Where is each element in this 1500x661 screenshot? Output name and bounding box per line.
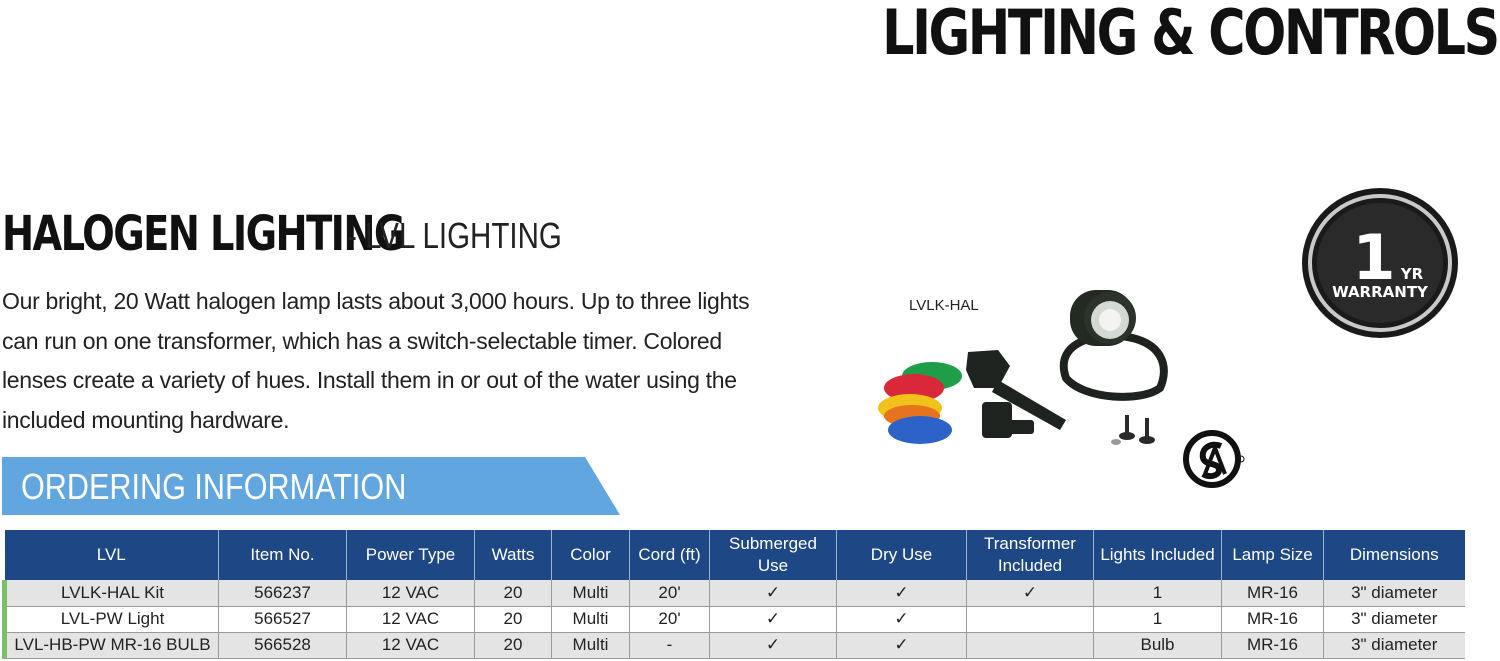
warranty-unit: YR xyxy=(1400,265,1424,283)
column-header: Transformer Included xyxy=(967,530,1094,580)
table-cell: - xyxy=(630,632,710,658)
check-icon: ✓ xyxy=(710,580,837,606)
table-header-row xyxy=(5,530,1465,580)
table-cell: Bulb xyxy=(1094,632,1222,658)
table-cell: 20' xyxy=(630,580,710,606)
table-cell: 20 xyxy=(475,606,552,632)
table-cell: 1 xyxy=(1094,580,1222,606)
table-cell: LVL-HB-PW MR-16 BULB xyxy=(5,632,219,658)
column-header: Color xyxy=(552,530,630,580)
table-cell: 20 xyxy=(475,632,552,658)
table-cell: 566237 xyxy=(219,580,347,606)
product-image xyxy=(870,270,1200,470)
table-cell: 1 xyxy=(1094,606,1222,632)
ordering-information-banner xyxy=(2,457,622,517)
table-cell: 20' xyxy=(630,606,710,632)
ordering-table xyxy=(2,530,1465,659)
table-cell: MR-16 xyxy=(1222,580,1324,606)
table-cell: 12 VAC xyxy=(347,580,475,606)
mounting-bracket xyxy=(966,350,1066,438)
table-cell: 566528 xyxy=(219,632,347,658)
warranty-number: 1 xyxy=(1352,221,1396,294)
column-header: Submerged Use xyxy=(710,530,837,580)
certification-mark-icon xyxy=(1183,428,1245,490)
product-image-caption: LVLK-HAL xyxy=(909,297,979,314)
ordering-banner-label: ORDERING INFORMATION xyxy=(21,466,407,507)
column-header: Dry Use xyxy=(837,530,967,580)
lens-blue xyxy=(888,416,952,444)
table-cell: Multi xyxy=(552,606,630,632)
column-header: Item No. xyxy=(219,530,347,580)
table-cell: 566527 xyxy=(219,606,347,632)
mounting-hardware xyxy=(1111,415,1155,445)
product-description: Our bright, 20 Watt halogen lamp lasts about 3,000 hours. Up to three lights can run on one transformer, which has a switch-selectable timer. Colored lenses create a variety of hues. Install them in or out of the water using the included mounting hardware. xyxy=(2,288,750,433)
halogen-light-fixture xyxy=(1064,290,1164,397)
colored-lenses xyxy=(878,362,962,444)
page-banner-title: LIGHTING & CONTROLS xyxy=(882,0,1498,69)
table-cell: LVL-PW Light xyxy=(5,606,219,632)
section-title: HALOGEN LIGHTING xyxy=(2,206,404,262)
check-icon: ✓ xyxy=(710,606,837,632)
table-row xyxy=(5,632,1465,658)
table-cell: 3" diameter xyxy=(1324,632,1465,658)
table-row xyxy=(5,580,1465,606)
table-cell xyxy=(967,632,1094,658)
check-icon: ✓ xyxy=(837,606,967,632)
table-cell: LVLK-HAL Kit xyxy=(5,580,219,606)
section-heading xyxy=(2,204,562,276)
column-header: Lights Included xyxy=(1094,530,1222,580)
warranty-badge xyxy=(1301,187,1459,339)
column-header: Cord (ft) xyxy=(630,530,710,580)
table-cell: Multi xyxy=(552,580,630,606)
table-cell: 3" diameter xyxy=(1324,580,1465,606)
column-header: Dimensions xyxy=(1324,530,1465,580)
table-cell: 12 VAC xyxy=(347,606,475,632)
table-row xyxy=(5,606,1465,632)
section-subtitle: - LVL LIGHTING xyxy=(347,215,562,256)
column-header: Lamp Size xyxy=(1222,530,1324,580)
table-cell: MR-16 xyxy=(1222,632,1324,658)
table-cell: Multi xyxy=(552,632,630,658)
column-header: Watts xyxy=(475,530,552,580)
check-icon: ✓ xyxy=(710,632,837,658)
check-icon: ✓ xyxy=(967,580,1094,606)
warranty-label: WARRANTY xyxy=(1332,283,1428,301)
column-header: LVL xyxy=(5,530,219,580)
table-cell: 20 xyxy=(475,580,552,606)
table-cell xyxy=(967,606,1094,632)
table-cell: 3" diameter xyxy=(1324,606,1465,632)
column-header: Power Type xyxy=(347,530,475,580)
check-icon: ✓ xyxy=(837,580,967,606)
check-icon: ✓ xyxy=(837,632,967,658)
table-cell: MR-16 xyxy=(1222,606,1324,632)
table-cell: 12 VAC xyxy=(347,632,475,658)
